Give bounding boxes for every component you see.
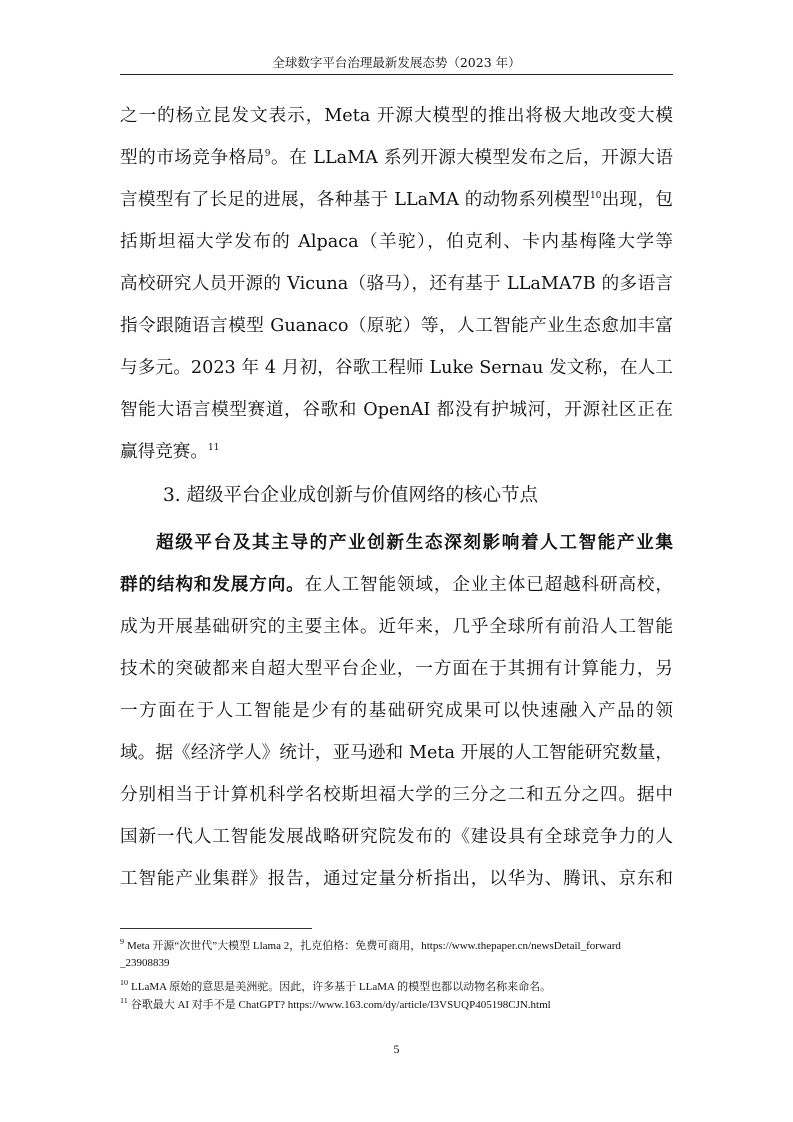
footnote-text: Meta 开源“次世代”大模型 Llama 2，扎克伯格：免费可商用，https://www.thepaper.cn/newsDetail_forward [127,940,621,952]
footnote-10 [120,980,673,994]
text-segment: 。在 LLaMA 系列开源大模型发布之后，开源大语 [270,148,673,168]
footnote-number: 11 [120,998,128,1006]
footnote-text: LLaMA 原始的意思是美洲驼。因此，许多基于 LLaMA 的模型也都以动物名称来命名。 [131,981,552,993]
paragraph-line: 指令跟随语言模型 Guanaco（原驼）等，人工智能产业生态愈加丰富 [120,316,673,336]
paragraph-line: 域。据《经济学人》统计，亚马逊和 Meta 开展的人工智能研究数量， [120,743,673,763]
text-segment: 言模型有了长足的进展，各种基于 LLaMA 的动物系列模型 [120,190,590,210]
footnote-9-continuation: _23908839 [120,957,170,969]
paragraph-line [120,188,673,212]
header-divider [120,74,673,75]
footnote-number: 10 [120,980,128,988]
paragraph-line: 工智能产业集群》报告，通过定量分析指出，以华为、腾讯、京东和 [120,869,673,889]
paragraph-line: 成为开展基础研究的主要主体。近年来，几乎全球所有前沿人工智能 [120,617,673,637]
footnote-number: 9 [120,939,124,947]
text-segment: 型的市场竞争格局 [120,148,265,168]
paragraph-line: 国新一代人工智能发展战略研究院发布的《建设具有全球竞争力的人 [120,827,673,847]
paragraph-line: 括斯坦福大学发布的 Alpaca（羊驼），伯克利、卡内基梅隆大学等 [120,232,673,252]
paragraph-line: 之一的杨立昆发文表示，Meta 开源大模型的推出将极大地改变大模 [120,106,673,126]
paragraph-line: 高校研究人员开源的 Vicuna（骆马），还有基于 LLaMA7B 的多语言 [120,274,673,294]
paragraph-line: 超级平台及其主导的产业创新生态深刻影响着人工智能产业集 [156,532,673,553]
bold-lead-text: 群的结构和发展方向。 [120,574,305,595]
text-segment: 在人工智能领域，企业主体已超越科研高校， [304,575,673,595]
footnote-ref-11[interactable]: 11 [207,443,220,454]
paragraph-line [120,146,673,170]
paragraph-line: 与多元。2023 年 4 月初，谷歌工程师 Luke Sernau 发文称，在人工 [120,358,673,378]
text-segment: 出现，包 [601,190,673,210]
footnote-9 [120,939,673,953]
paragraph-line: 一方面在于人工智能是少有的基础研究成果可以快速融入产品的领 [120,701,673,721]
paragraph-line: 智能大语言模型赛道，谷歌和 OpenAI 都没有护城河，开源社区正在 [120,400,673,420]
footnote-11 [120,998,673,1012]
text-segment: 赢得竞赛。 [120,442,208,462]
footnote-text: 谷歌最大 AI 对手不是 ChatGPT? https://www.163.com/dy/article/I3VSUQP405198CJN.html [130,999,551,1011]
paragraph-line [120,573,673,597]
page-number: 5 [393,1042,400,1056]
paragraph-line [120,440,673,464]
running-header: 全球数字平台治理最新发展态势（2023 年） [272,55,521,70]
footnote-ref-9[interactable]: 9 [264,149,271,160]
footnote-divider [120,928,312,929]
paragraph-line: 技术的突破都来自超大型平台企业，一方面在于其拥有计算能力，另 [120,659,673,679]
section-heading: 3. 超级平台企业成创新与价值网络的核心节点 [163,485,539,506]
footnote-ref-10[interactable]: 10 [589,191,602,202]
paragraph-line: 分别相当于计算机科学名校斯坦福大学的三分之二和五分之四。据中 [120,785,673,805]
